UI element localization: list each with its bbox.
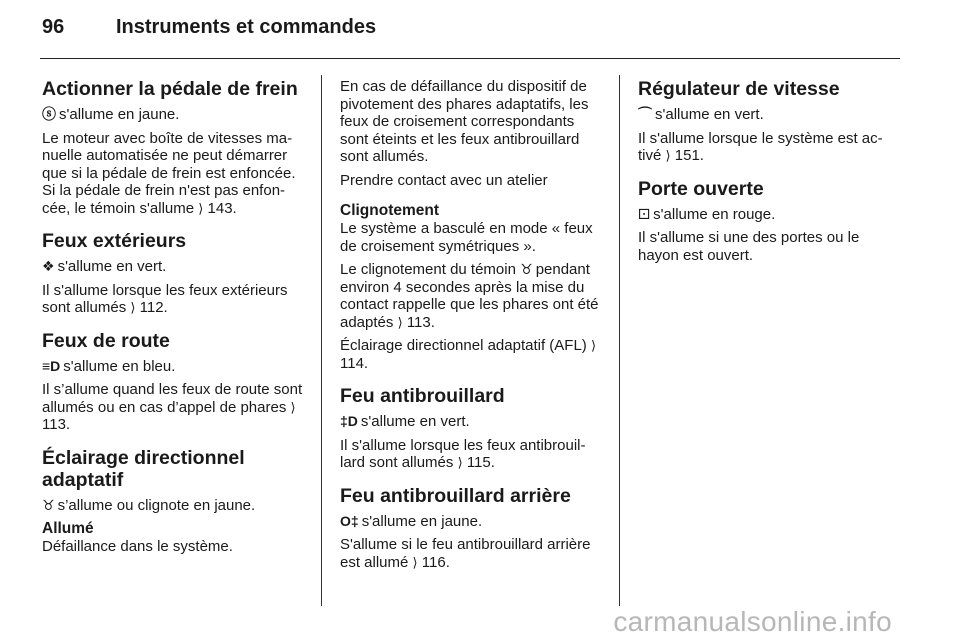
page-number: 96 bbox=[42, 16, 65, 38]
paragraph: pendant environ 4 secondes après la mise du contact rappelle que les phares ont été adaptés bbox=[340, 261, 599, 331]
section-rear-fog-light bbox=[340, 485, 604, 572]
high-beam-icon: ≡D bbox=[42, 357, 61, 374]
column-2 bbox=[340, 78, 604, 584]
ref-arrow-icon: ⟩ bbox=[412, 554, 418, 570]
door-open-icon: ⚀ bbox=[638, 205, 651, 222]
section-fog-light bbox=[340, 385, 604, 472]
paragraph: Le moteur avec boîte de vitesses ma-nuelle automatisée ne peut démarrer que si la pédale de frein est enfoncée. Si la pédale de frein n'est pas enfon-cée, le témoin s'allume bbox=[42, 129, 296, 217]
section-title: Feu antibrouillard arrière bbox=[340, 484, 571, 507]
afl-icon: ♉ bbox=[520, 261, 533, 277]
section-blinking bbox=[340, 202, 604, 372]
subsection-title: Clignotement bbox=[340, 202, 440, 219]
section-brake bbox=[42, 78, 306, 217]
paragraph: S'allume si le feu antibrouillard arrière est allumé bbox=[340, 536, 591, 571]
lamp-text: s'allume en jaune. bbox=[59, 106, 180, 123]
ref-arrow-icon: ⟩ bbox=[130, 300, 136, 315]
lamp-text: s'allume en rouge. bbox=[653, 205, 776, 223]
paragraph: Prendre contact avec un atelier bbox=[340, 171, 548, 189]
section-cruise-control bbox=[638, 78, 902, 165]
header-rule bbox=[40, 58, 900, 59]
section-title: Éclairage directionnel adaptatif bbox=[42, 446, 245, 491]
section-title: Feux de route bbox=[42, 329, 170, 352]
lamp-text: s'allume en vert. bbox=[57, 258, 167, 275]
page-ref: 113. bbox=[42, 416, 71, 433]
fog-light-icon: ‡D bbox=[340, 413, 358, 429]
lamp-text: s'allume en vert. bbox=[655, 106, 764, 123]
page-ref: 114. bbox=[340, 354, 369, 372]
section-title: Actionner la pédale de frein bbox=[42, 78, 298, 100]
paragraph: Il s'allume lorsque les feux extérieurs sont allumés bbox=[42, 281, 288, 316]
section-title: Régulateur de vitesse bbox=[638, 78, 840, 100]
paragraph: Défaillance dans le système. bbox=[42, 538, 233, 555]
lamp-text: s'allume en vert. bbox=[360, 413, 470, 430]
page-ref: 151. bbox=[674, 147, 704, 164]
section-high-beam bbox=[42, 330, 306, 434]
afl-icon: ♉ bbox=[42, 496, 55, 513]
paragraph: Éclairage directionnel adaptatif (AFL) bbox=[340, 337, 587, 354]
lamp-text: s'allume en jaune. bbox=[361, 512, 483, 530]
column-3 bbox=[638, 78, 902, 277]
rear-fog-light-icon: O‡ bbox=[340, 512, 359, 529]
section-title: Feux extérieurs bbox=[42, 230, 187, 252]
ref-arrow-icon: ⟩ bbox=[457, 455, 463, 470]
page-ref: 112. bbox=[139, 299, 168, 316]
page-ref: 116. bbox=[421, 553, 450, 571]
paragraph: Il s'allume si une des portes ou le hayon est ouvert. bbox=[638, 229, 860, 264]
ref-arrow-icon: ⟩ bbox=[590, 338, 597, 353]
page-ref: 113. bbox=[406, 313, 435, 331]
page-ref: 115. bbox=[466, 454, 495, 471]
section-title: Feu antibrouillard bbox=[340, 385, 505, 407]
column-1 bbox=[42, 78, 306, 569]
paragraph: Il s'allume lorsque le système est ac-tivé bbox=[638, 129, 883, 164]
section-afl bbox=[42, 447, 306, 556]
cruise-control-icon: ⌒ bbox=[638, 106, 652, 122]
section-door-open bbox=[638, 178, 902, 265]
subsection-title: Allumé bbox=[42, 520, 94, 537]
paragraph: En cas de défaillance du dispositif de pivotement des phares adaptatifs, les feux de croisement correspondants sont éteints et les feux antibrouillard sont allumés. bbox=[340, 78, 589, 165]
section-afl-continued bbox=[340, 78, 604, 189]
column-divider-2 bbox=[619, 75, 620, 606]
ref-arrow-icon: ⟩ bbox=[397, 314, 403, 330]
watermark: carmanualsonline.info bbox=[613, 606, 892, 637]
exterior-lights-icon: ❖ bbox=[42, 258, 55, 274]
paragraph: Il s'allume lorsque les feux antibrouil-lard sont allumés bbox=[340, 436, 586, 471]
paragraph: Il s’allume quand les feux de route sont allumés ou en cas d’appel de phares bbox=[42, 381, 303, 416]
page-ref: 143. bbox=[207, 199, 237, 217]
section-exterior-lights bbox=[42, 230, 306, 317]
paragraph: Le système a basculé en mode « feux de croisement symétriques ». bbox=[340, 220, 593, 255]
column-divider-1 bbox=[321, 75, 322, 606]
lamp-text: s’allume ou clignote en jaune. bbox=[57, 496, 256, 514]
section-title: Porte ouverte bbox=[638, 177, 764, 200]
brake-icon: ⓢ bbox=[42, 106, 56, 122]
page-header bbox=[42, 16, 376, 39]
lamp-text: s'allume en bleu. bbox=[63, 357, 176, 375]
ref-arrow-icon: ⟩ bbox=[665, 148, 671, 163]
ref-arrow-icon: ⟩ bbox=[290, 399, 296, 415]
page-title: Instruments et commandes bbox=[116, 16, 377, 38]
ref-arrow-icon: ⟩ bbox=[198, 200, 204, 216]
paragraph: Le clignotement du témoin bbox=[340, 261, 516, 278]
